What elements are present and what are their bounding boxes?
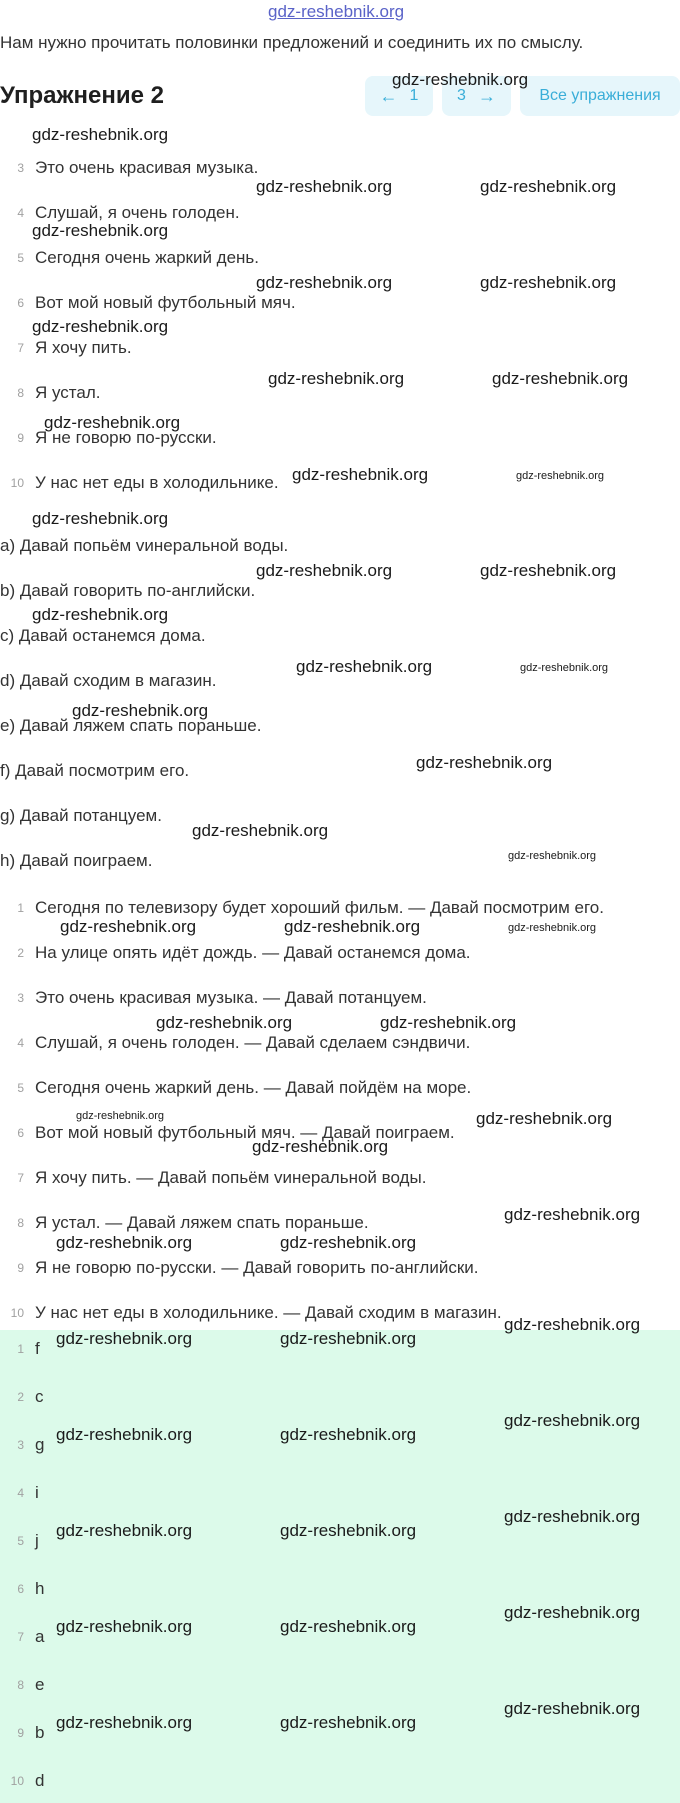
option-item: h) Давай поиграем. [0, 851, 153, 870]
list-item [0, 291, 296, 315]
watermark: gdz-reshebnik.org [72, 701, 209, 720]
item-text: У нас нет еды в холодильнике. — Давай сходим в магазин. [35, 1303, 502, 1322]
item-number: 5 [17, 251, 24, 265]
top-watermark-link[interactable]: gdz-reshebnik.org [268, 2, 405, 21]
item-text: Я не говорю по-русски. — Давай говорить по-английски. [35, 1258, 479, 1277]
list-item [0, 381, 101, 405]
item-text: Я не говорю по-русски. [35, 428, 217, 447]
item-number: 10 [10, 476, 24, 490]
watermark: gdz-reshebnik.org [56, 1329, 193, 1348]
all-exercises-button[interactable] [520, 76, 680, 116]
watermark: gdz-reshebnik.org [480, 273, 617, 292]
item-number: 6 [17, 296, 24, 310]
list-item [0, 1211, 369, 1235]
watermark: gdz-reshebnik.org [480, 177, 617, 196]
item-text: Это очень красивая музыка. [35, 158, 259, 177]
watermark: gdz-reshebnik.org [280, 1329, 417, 1348]
watermark: gdz-reshebnik.org [516, 470, 605, 482]
watermark: gdz-reshebnik.org [392, 70, 529, 89]
watermark: gdz-reshebnik.org [416, 753, 553, 772]
item-number: 5 [17, 1534, 24, 1548]
next-exercise-label: 3 [457, 87, 466, 104]
answer-item [0, 1673, 44, 1697]
item-text: Я хочу пить. — Давай попьём vинеральной воды. [35, 1168, 427, 1187]
watermark: gdz-reshebnik.org [56, 1617, 193, 1636]
item-number: 9 [17, 431, 24, 445]
watermark: gdz-reshebnik.org [504, 1205, 641, 1224]
list-item [0, 1166, 426, 1190]
item-number: 2 [17, 946, 24, 960]
watermark: gdz-reshebnik.org [284, 917, 421, 936]
option-item: f) Давай посмотрим его. [0, 761, 190, 780]
answer-letter: a [35, 1627, 45, 1646]
item-text: Я устал. [35, 383, 101, 402]
answer-letter: f [35, 1339, 40, 1358]
item-text: Вот мой новый футбольный мяч. [35, 293, 296, 312]
list-item [0, 336, 132, 360]
watermark: gdz-reshebnik.org [508, 922, 597, 934]
answer-item [0, 1721, 44, 1745]
item-number: 9 [17, 1726, 24, 1740]
watermark: gdz-reshebnik.org [32, 221, 169, 240]
answer-item [0, 1769, 44, 1793]
item-number: 1 [17, 901, 24, 915]
watermark: gdz-reshebnik.org [380, 1013, 517, 1032]
watermark: gdz-reshebnik.org [504, 1315, 641, 1334]
answer-item [0, 1433, 44, 1457]
list-item [0, 246, 259, 270]
answer-letter: b [35, 1723, 45, 1742]
watermark: gdz-reshebnik.org [280, 1521, 417, 1540]
watermark: gdz-reshebnik.org [504, 1699, 641, 1718]
list-item [0, 471, 279, 495]
item-number: 7 [17, 1630, 24, 1644]
item-text: Я устал. — Давай ляжем спать пораньше. [35, 1213, 369, 1232]
watermark: gdz-reshebnik.org [268, 369, 405, 388]
list-item [0, 986, 427, 1010]
prev-exercise-label: 1 [409, 87, 419, 104]
item-number: 8 [17, 1216, 24, 1230]
option-item: e) Давай ляжем спать пораньше. [0, 716, 262, 735]
watermark: gdz-reshebnik.org [256, 561, 393, 580]
item-number: 7 [17, 1171, 24, 1185]
watermark: gdz-reshebnik.org [56, 1425, 193, 1444]
item-number: 4 [17, 1486, 24, 1500]
item-number: 8 [17, 386, 24, 400]
answer-item [0, 1337, 40, 1361]
list-item [0, 1301, 502, 1325]
list-item [0, 156, 258, 180]
answer-item [0, 1481, 39, 1505]
item-number: 4 [17, 1036, 24, 1050]
watermark: gdz-reshebnik.org [508, 850, 597, 862]
watermark: gdz-reshebnik.org [480, 561, 617, 580]
watermark: gdz-reshebnik.org [280, 1617, 417, 1636]
watermark: gdz-reshebnik.org [256, 273, 393, 292]
watermark: gdz-reshebnik.org [56, 1521, 193, 1540]
answer-letter: j [35, 1531, 39, 1550]
answer-letter: c [35, 1387, 44, 1406]
page-title: Упражнение 2 [0, 82, 164, 109]
list-item [0, 1031, 470, 1055]
watermark: gdz-reshebnik.org [156, 1013, 293, 1032]
watermark: gdz-reshebnik.org [280, 1713, 417, 1732]
option-item: g) Давай потанцуем. [0, 806, 162, 825]
list-item [0, 1076, 471, 1100]
watermark: gdz-reshebnik.org [32, 317, 169, 336]
item-number: 3 [17, 991, 24, 1005]
item-text: Вот мой новый футбольный мяч. — Давай поиграем. [35, 1123, 455, 1142]
item-number: 6 [17, 1126, 24, 1140]
item-number: 1 [17, 1342, 24, 1356]
watermark: gdz-reshebnik.org [32, 605, 169, 624]
item-number: 10 [10, 1774, 24, 1788]
item-number: 2 [17, 1390, 24, 1404]
option-item: c) Давай останемся дома. [0, 626, 206, 645]
watermark: gdz-reshebnik.org [504, 1603, 641, 1622]
watermark: gdz-reshebnik.org [44, 413, 181, 432]
item-number: 6 [17, 1582, 24, 1596]
list-item [0, 941, 471, 965]
item-number: 7 [17, 341, 24, 355]
watermark: gdz-reshebnik.org [492, 369, 629, 388]
item-text: Я хочу пить. [35, 338, 132, 357]
watermark: gdz-reshebnik.org [520, 662, 609, 674]
watermark: gdz-reshebnik.org [476, 1109, 613, 1128]
watermark: gdz-reshebnik.org [256, 177, 393, 196]
watermark: gdz-reshebnik.org [192, 821, 329, 840]
answer-letter: g [35, 1435, 45, 1454]
item-text: Слушай, я очень голоден. [35, 203, 240, 222]
watermark: gdz-reshebnik.org [252, 1137, 389, 1156]
item-text: У нас нет еды в холодильнике. [35, 473, 279, 492]
watermark: gdz-reshebnik.org [56, 1233, 193, 1252]
option-item: d) Давай сходим в магазин. [0, 671, 217, 690]
option-item: a) Давай попьём vинеральной воды. [0, 536, 289, 555]
arrow-left-icon: ← [379, 85, 398, 106]
item-text: Сегодня по телевизору будет хороший фильм. — Давай посмотрим его. [35, 898, 604, 917]
arrow-right-icon: → [477, 85, 496, 106]
answer-item [0, 1625, 44, 1649]
watermark: gdz-reshebnik.org [60, 917, 197, 936]
answer-item [0, 1577, 44, 1601]
item-text: На улице опять идёт дождь. — Давай останемся дома. [35, 943, 471, 962]
item-text: Сегодня очень жаркий день. [35, 248, 260, 267]
watermark: gdz-reshebnik.org [296, 657, 433, 676]
answer-letter: e [35, 1675, 45, 1694]
watermark: gdz-reshebnik.org [504, 1411, 641, 1430]
watermark: gdz-reshebnik.org [280, 1233, 417, 1252]
intro-text: Нам нужно прочитать половинки предложений и соединить их по смыслу. [0, 33, 584, 52]
item-text: Сегодня очень жаркий день. — Давай пойдём на море. [35, 1078, 472, 1097]
item-number: 3 [17, 161, 24, 175]
watermark: gdz-reshebnik.org [76, 1110, 165, 1122]
list-item [0, 1256, 479, 1280]
watermark: gdz-reshebnik.org [292, 465, 429, 484]
item-number: 10 [10, 1306, 24, 1320]
option-item: b) Давай говорить по-английски. [0, 581, 256, 600]
watermark: gdz-reshebnik.org [56, 1713, 193, 1732]
watermark: gdz-reshebnik.org [504, 1507, 641, 1526]
answer-letter: i [35, 1483, 39, 1502]
item-number: 5 [17, 1081, 24, 1095]
item-text: Это очень красивая музыка. — Давай потанцуем. [35, 988, 427, 1007]
watermark: gdz-reshebnik.org [280, 1425, 417, 1444]
answer-letter: d [35, 1771, 45, 1790]
item-number: 3 [17, 1438, 24, 1452]
watermark: gdz-reshebnik.org [32, 509, 169, 528]
answer-item [0, 1385, 44, 1409]
item-number: 9 [17, 1261, 24, 1275]
answer-item [0, 1529, 39, 1553]
answer-letter: h [35, 1579, 45, 1598]
item-number: 4 [17, 206, 24, 220]
all-exercises-label: Все упражнения [539, 87, 661, 104]
item-text: Слушай, я очень голоден. — Давай сделаем сэндвичи. [35, 1033, 471, 1052]
watermark: gdz-reshebnik.org [32, 125, 169, 144]
item-number: 8 [17, 1678, 24, 1692]
